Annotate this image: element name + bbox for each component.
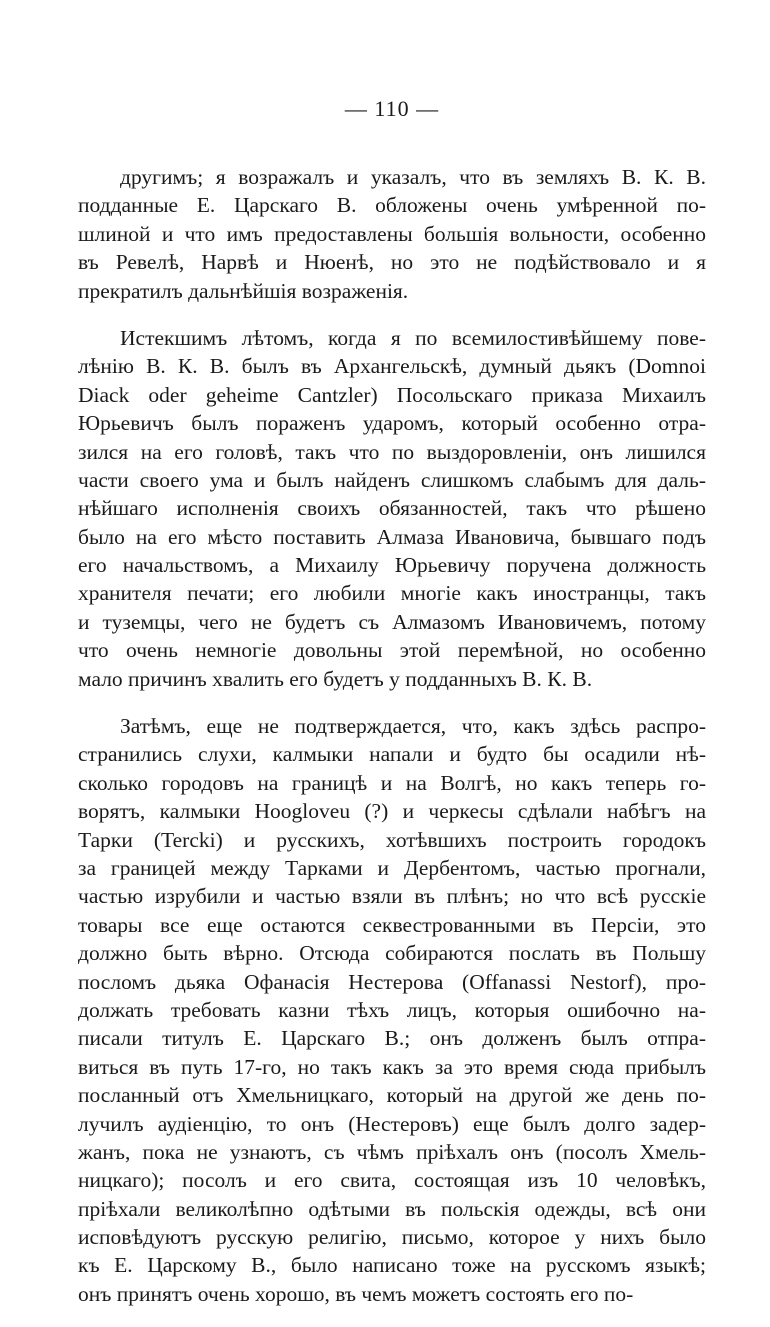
text-line: его начальствомъ, а Михаилу Юрьевичу поручена должность xyxy=(78,553,706,578)
text-line: посланный отъ Хмельницкаго, который на другой же день по- xyxy=(78,1083,706,1108)
text-line: посломъ дьяка Офанасія Нестерова (Offanassi Nestorf), про- xyxy=(78,969,706,994)
text-line: исповѣдуютъ русскую религію, письмо, которое у нихъ было xyxy=(78,1225,706,1250)
page-number: — 110 — xyxy=(344,96,440,121)
text-line: странились слухи, калмыки напали и будто бы осадили нѣ- xyxy=(78,742,706,767)
text-line: виться въ путь 17-го, но такъ какъ за это время сюда прибылъ xyxy=(78,1054,706,1079)
text-line: нѣйшаго исполненія своихъ обязанностей, такъ что рѣшено xyxy=(78,496,706,521)
text-line: шлиной и что имъ предоставлены большія вольности, особенно xyxy=(78,221,706,246)
text-line: Затѣмъ, еще не подтверждается, что, какъ здѣсь распро- xyxy=(120,714,706,739)
paragraph xyxy=(78,163,706,305)
paragraph xyxy=(78,324,706,693)
text-line: хранителя печати; его любили многіе какъ иностранцы, такъ xyxy=(78,581,706,606)
text-line: за границей между Тарками и Дербентомъ, частью прогнали, xyxy=(78,855,706,880)
body-text xyxy=(78,163,706,1308)
paragraph xyxy=(78,712,706,1308)
text-line: и туземцы, чего не будетъ съ Алмазомъ Ивановичемъ, потому xyxy=(78,609,706,634)
text-line: Юрьевичъ былъ пораженъ ударомъ, который особенно отра- xyxy=(78,411,706,436)
text-line: Истекшимъ лѣтомъ, когда я по всемилостивѣйшему пове- xyxy=(120,325,706,350)
text-line: зился на его головѣ, такъ что по выздоровленіи, онъ лишился xyxy=(78,439,706,464)
text-line: лѣнію В. К. В. былъ въ Архангельскѣ, думный дьякъ (Domnoi xyxy=(78,354,706,379)
text-line: другимъ; я возражалъ и указалъ, что въ земляхъ В. К. В. xyxy=(120,165,706,189)
text-line: было на его мѣсто поставить Алмаза Ивановича, бывшаго подъ xyxy=(78,524,706,549)
text-line: мало причинъ хвалить его будетъ у подданныхъ В. К. В. xyxy=(78,666,593,691)
text-line: въ Ревелѣ, Нарвѣ и Нюенѣ, но это не подѣйствовало и я xyxy=(78,250,706,275)
text-line: частью изрубили и частью взяли въ плѣнъ; но что всѣ русскіе xyxy=(78,884,706,909)
text-line: къ Е. Царскому В., было написано тоже на русскомъ языкѣ; xyxy=(78,1253,706,1278)
text-line: жанъ, пока не узнаютъ, съ чѣмъ пріѣхалъ онъ (посолъ Хмель- xyxy=(78,1139,706,1164)
text-line: писали титулъ Е. Царскаго В.; онъ долженъ былъ отпра- xyxy=(78,1026,706,1051)
text-line: прекратилъ дальнѣйшія возраженія. xyxy=(78,278,409,303)
text-line: должно быть вѣрно. Отсюда собираются послать въ Польшу xyxy=(78,941,706,966)
text-line: части своего ума и былъ найденъ слишкомъ слабымъ для даль- xyxy=(78,467,706,492)
text-line: ворятъ, калмыки Hoogloveu (?) и черкесы сдѣлали набѣгъ на xyxy=(78,799,706,824)
text-line: пріѣхали великолѣпно одѣтыми въ польскія одежды, всѣ они xyxy=(78,1196,706,1221)
text-line: сколько городовъ на границѣ и на Волгѣ, но какъ теперь го- xyxy=(78,770,706,795)
text-line: ницкаго); посолъ и его свита, состоящая изъ 10 человѣкъ, xyxy=(78,1168,706,1193)
text-line: что очень немногіе довольны этой перемѣной, но особенно xyxy=(78,638,706,663)
text-line: Diack oder geheime Cantzler) Посольскаго приказа Михаилъ xyxy=(78,382,706,407)
text-line: лучилъ аудіенцію, то онъ (Нестеровъ) еще былъ долго задер- xyxy=(78,1111,706,1136)
text-line: подданные Е. Царскаго В. обложены очень умѣренной по- xyxy=(78,193,706,218)
document-page xyxy=(78,95,706,1327)
text-line: Тарки (Tercki) и русскихъ, хотѣвшихъ построить городокъ xyxy=(78,827,706,852)
text-line: онъ принятъ очень хорошо, въ чемъ можетъ состоять его по- xyxy=(78,1281,634,1306)
text-line: товары все еще остаются секвестрованными въ Персіи, это xyxy=(78,912,706,937)
text-line: должать требовать казни тѣхъ лицъ, которыя ошибочно на- xyxy=(78,997,706,1022)
